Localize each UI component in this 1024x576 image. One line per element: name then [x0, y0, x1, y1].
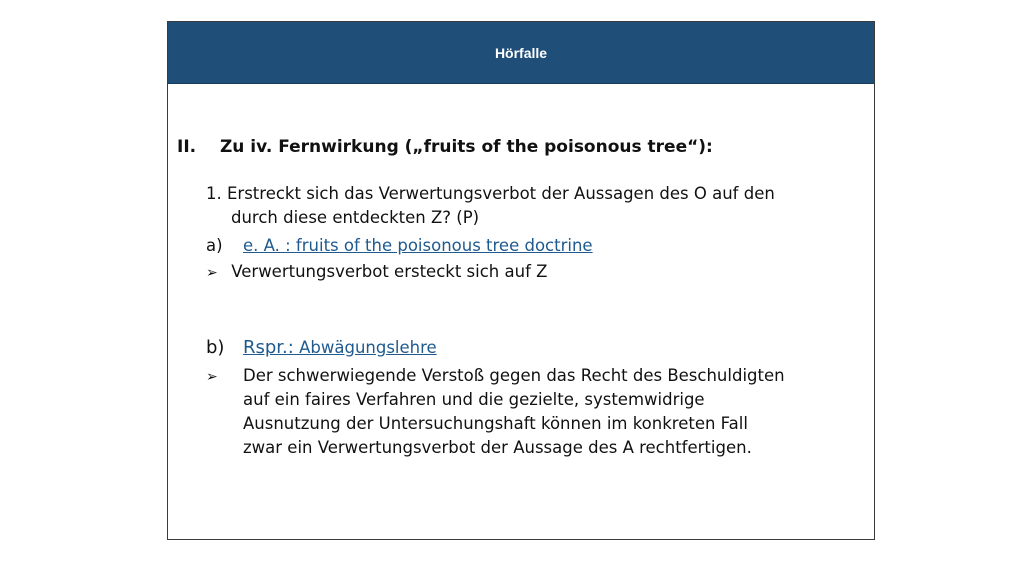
option-b-conclusion-line-3	[243, 413, 748, 435]
question-text-2: durch diese entdeckten Z? (P)	[231, 208, 480, 227]
option-b-link[interactable]	[243, 337, 437, 358]
option-b-conclusion-line-4	[243, 437, 752, 459]
slide-header	[168, 22, 874, 84]
option-a-link[interactable]: e. A. : fruits of the poisonous tree doctrine	[243, 236, 593, 255]
option-a-marker: a)	[206, 236, 223, 255]
option-b-conclusion-text-4: zwar ein Verwertungsverbot der Aussage des A rechtfertigen.	[243, 438, 752, 457]
option-b-conclusion-text-3: Ausnutzung der Untersuchungshaft können im konkreten Fall	[243, 414, 748, 433]
question-text-1: Erstreckt sich das Verwertungsverbot der Aussagen des O auf den	[227, 184, 775, 203]
question-number: 1.	[206, 184, 222, 203]
option-a-conclusion-text: Verwertungsverbot ersteckt sich auf Z	[231, 262, 548, 281]
option-b	[206, 337, 437, 359]
question-line-2	[231, 207, 479, 229]
question-line-1	[206, 183, 775, 205]
arrow-bullet-icon: ➢	[206, 369, 218, 385]
section-title: Zu iv. Fernwirkung („fruits of the poisonous tree“):	[219, 137, 713, 157]
option-b-marker: b)	[206, 337, 225, 358]
slide	[167, 21, 875, 540]
option-b-link-text: Abwägungslehre	[293, 338, 437, 357]
option-b-conclusion-line-2	[243, 389, 705, 411]
option-b-conclusion-text-2: auf ein faires Verfahren und die gezielte, systemwidrige	[243, 390, 705, 409]
arrow-bullet-icon: ➢	[206, 265, 218, 281]
slide-title: Hörfalle	[494, 44, 548, 61]
option-b-link-prefix: Rspr.:	[243, 337, 294, 358]
section-number: II.	[177, 137, 197, 157]
option-a	[206, 235, 593, 257]
option-b-conclusion-line-1	[206, 365, 785, 388]
option-a-conclusion	[206, 261, 547, 284]
section-heading	[177, 136, 713, 158]
option-b-conclusion-text-1: Der schwerwiegende Verstoß gegen das Recht des Beschuldigten	[243, 366, 785, 385]
